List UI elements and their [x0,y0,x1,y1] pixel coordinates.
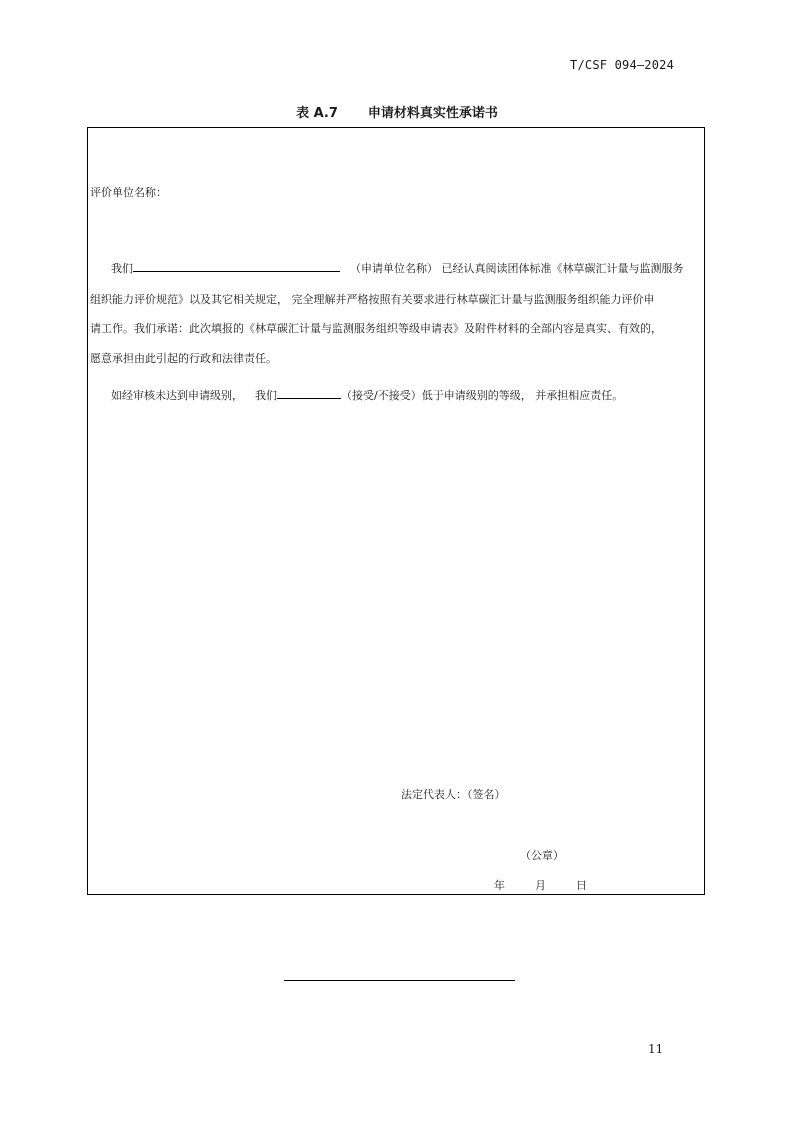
para1-line2: 组织能力评价规范》以及其它相关规定， 完全理解并严格按照有关要求进行林草碳汇计量与监测服务组织能力评价申 [90,293,655,306]
seal-label: （公章） [520,849,564,862]
para2-we: 我们 [255,389,277,402]
para1-prefix: 我们 [111,262,133,275]
para1-line1 [111,261,684,276]
date-year: 年 [494,879,505,892]
table-number: 表 A.7 [296,106,338,121]
standard-code: T/CSF 094—2024 [570,58,674,72]
date-line [494,879,587,893]
date-day: 日 [576,879,587,892]
commitment-form-box [87,127,705,895]
date-month: 月 [535,879,546,892]
accept-choice-blank[interactable] [277,388,341,399]
table-title: 申请材料真实性承诺书 [367,106,498,121]
applicant-name-blank[interactable] [133,261,340,272]
footer-rule [284,980,515,981]
para1-line3: 请工作。我们承诺：此次填报的《林草碳汇计量与监测服务组织等级申请表》及附件材料的全部内容是真实、有效的， [90,322,662,335]
para2-prefix: 如经审核未达到申请级别， [111,389,243,402]
page-number: 11 [648,1042,664,1056]
table-caption [0,102,794,121]
para2-line [111,388,623,403]
org-name-label: 评价单位名称： [90,186,167,199]
para1-suffix: （申请单位名称） 已经认真阅读团体标准《林草碳汇计量与监测服务 [350,262,684,275]
para2-suffix: （接受/不接受）低于申请级别的等级， 并承担相应责任。 [341,389,624,402]
signature-label: 法定代表人：（签名） [401,788,506,801]
para1-line4: 愿意承担由此引起的行政和法律责任。 [90,352,277,365]
